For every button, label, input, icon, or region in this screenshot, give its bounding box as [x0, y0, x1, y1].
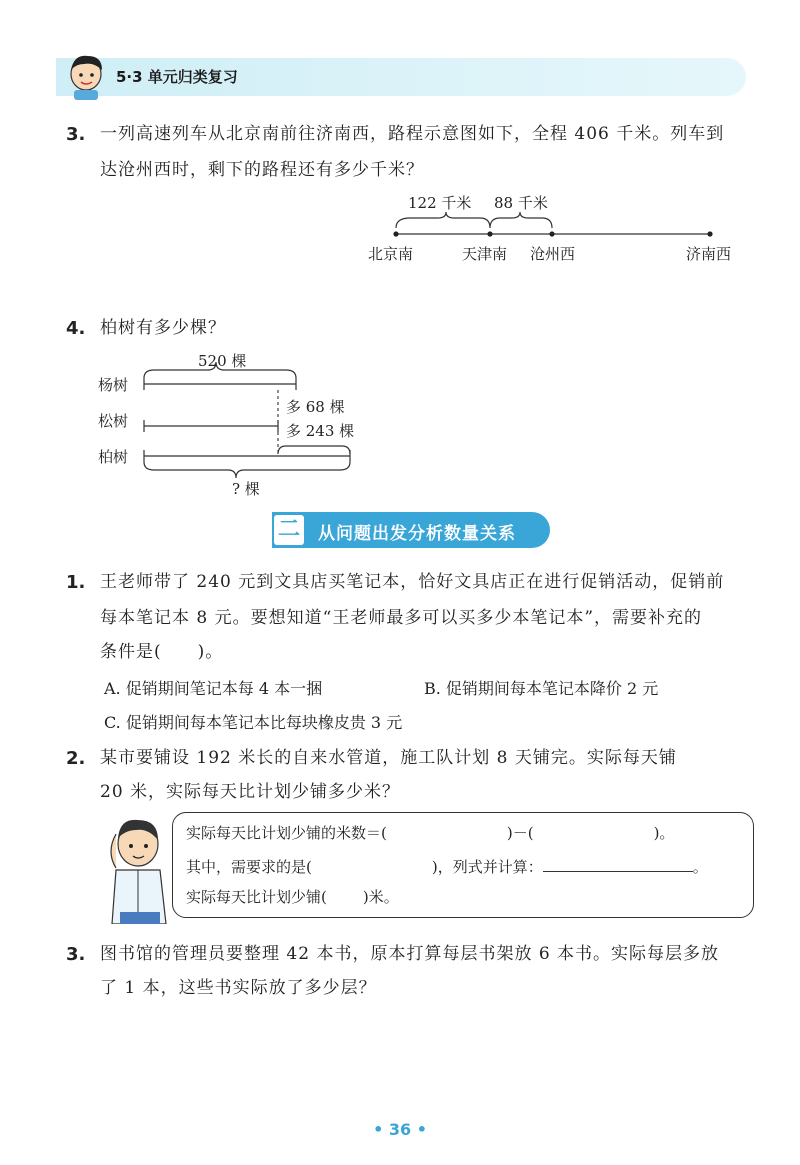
option-a: A. 促销期间笔记本每 4 本一捆	[104, 679, 323, 698]
hint-line-1	[186, 822, 674, 843]
option-c: C. 促销期间每本笔记本比每块橡皮贵 3 元	[104, 713, 403, 732]
row-label: 杨树	[98, 376, 129, 394]
hint-text: )。	[653, 824, 675, 842]
question-line: 达沧州西时，剩下的路程还有多少千米？	[100, 160, 424, 180]
student-illustration-icon	[96, 812, 176, 924]
hint-text: )－(	[506, 824, 534, 842]
question-line: 柏树有多少棵？	[100, 318, 226, 338]
option-b: B. 促销期间每本笔记本降价 2 元	[424, 679, 659, 698]
question-number: 1.	[66, 572, 86, 593]
question-line: 某市要铺设 192 米长的自来水管道，施工队计划 8 天铺完。实际每天铺	[100, 748, 677, 768]
row-label: 柏树	[98, 448, 129, 466]
boy-mascot-icon	[64, 50, 108, 100]
segment-label: 122 千米	[408, 194, 472, 212]
row-label: 松树	[98, 412, 129, 430]
section-number-icon: 二	[274, 515, 304, 545]
hint-line-2	[186, 856, 708, 877]
hint-line-3	[186, 886, 399, 907]
station-label: 天津南	[462, 245, 508, 263]
station-label: 北京南	[368, 245, 414, 263]
hint-text: 。	[692, 858, 708, 876]
question-line: 20 米，实际每天比计划少铺多少米？	[100, 782, 401, 802]
hint-text: )，列式并计算：	[431, 858, 543, 876]
hint-text: 其中，需要求的是(	[186, 858, 312, 876]
question-number: 3.	[66, 944, 86, 965]
segment-label: 88 千米	[494, 194, 548, 212]
question-number: 4.	[66, 318, 86, 339]
question-line: 图书馆的管理员要整理 42 本书，原本打算每层书架放 6 本书。实际每层多放	[100, 944, 720, 964]
difference-label: 多 243 棵	[286, 422, 355, 440]
question-number: 2.	[66, 748, 86, 769]
hint-text: 实际每天比计划少铺(	[186, 888, 327, 906]
hint-text: 实际每天比计划少铺的米数＝(	[186, 824, 387, 842]
page-number: • 36 •	[373, 1120, 427, 1139]
station-label: 沧州西	[530, 245, 576, 263]
section-title: 从问题出发分析数量关系	[318, 524, 516, 544]
question-line: 了 1 本，这些书实际放了多少层？	[100, 978, 377, 998]
question-line: 王老师带了 240 元到文具店买笔记本，恰好文具店正在进行促销活动，促销前	[100, 572, 725, 592]
question-line: 一列高速列车从北京南前往济南西，路程示意图如下，全程 406 千米。列车到	[100, 124, 725, 144]
difference-label: 多 68 棵	[286, 398, 345, 416]
hint-text: )米。	[362, 888, 399, 906]
question-line: 条件是( )。	[100, 642, 224, 662]
question-line: 每本笔记本 8 元。要想知道“王老师最多可以买多少本笔记本”，需要补充的	[100, 608, 703, 628]
station-label: 济南西	[686, 245, 732, 263]
question-number: 3.	[66, 124, 86, 145]
top-value-label: 520 棵	[198, 352, 247, 370]
unknown-total-label: ? 棵	[232, 480, 260, 498]
header-title: 5·3 单元归类复习	[116, 68, 238, 86]
